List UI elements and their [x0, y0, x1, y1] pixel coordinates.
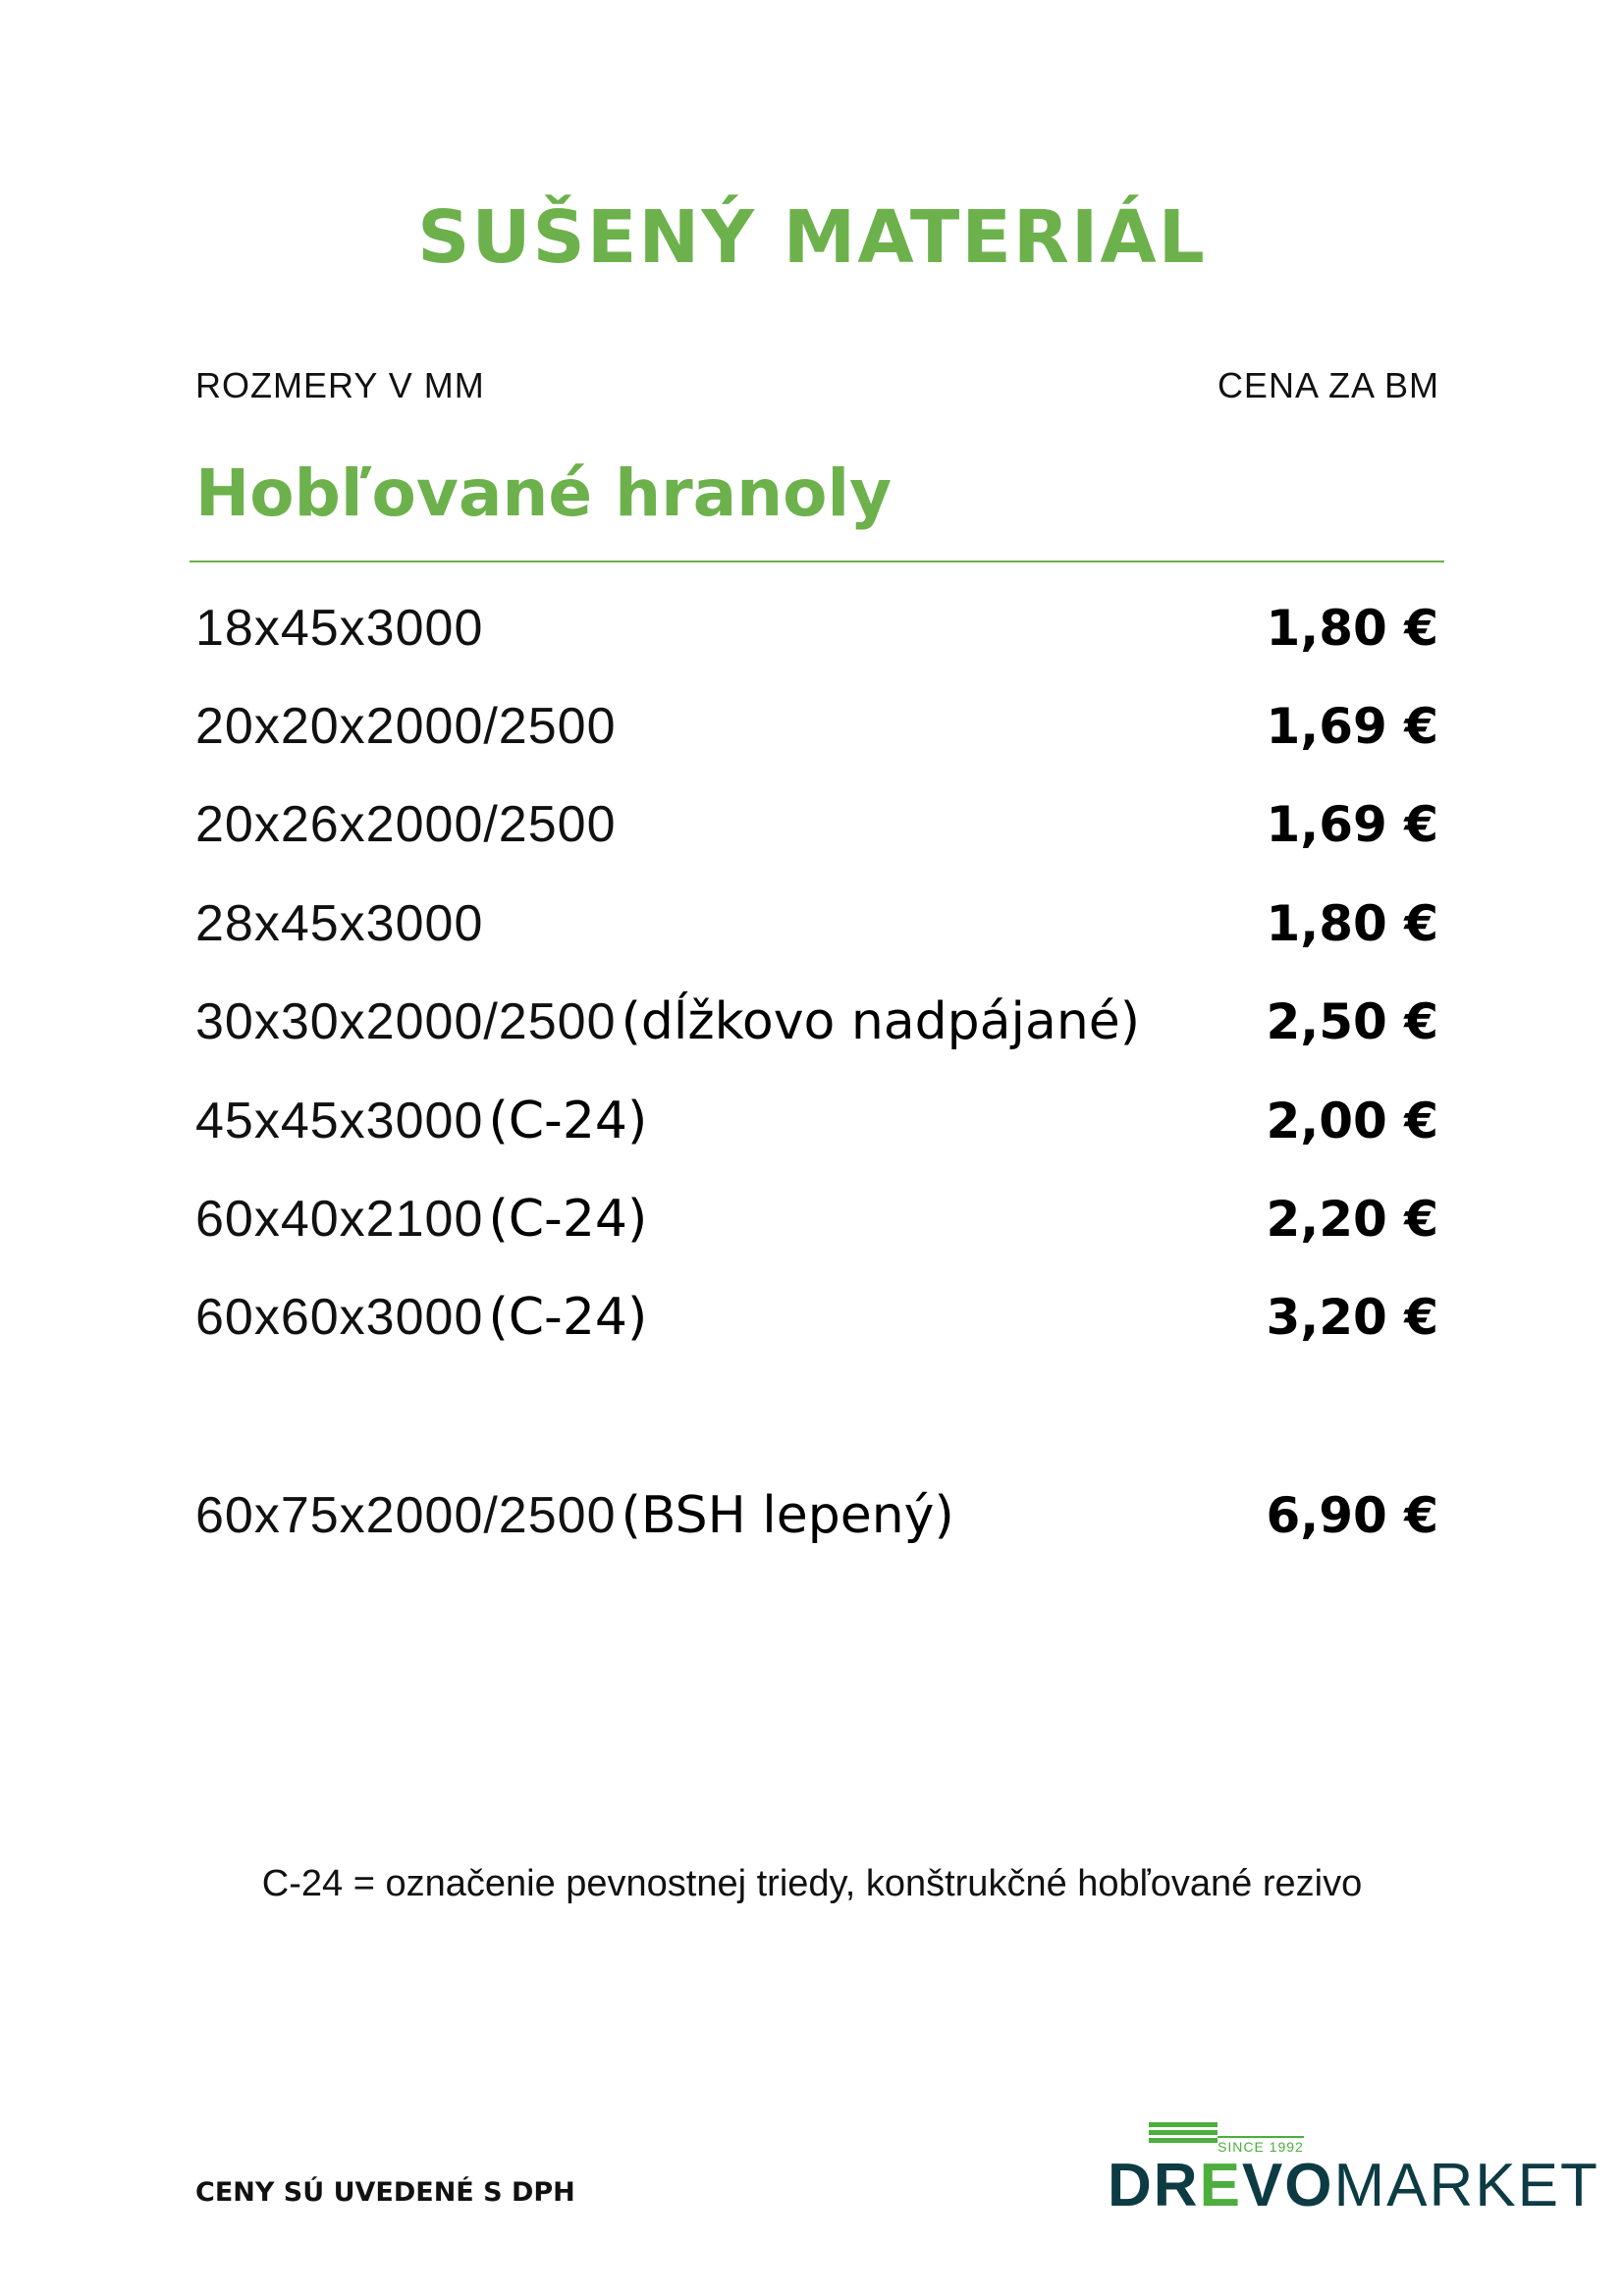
logo-part-market: MARKET	[1333, 2152, 1599, 2219]
row-dimensions: 60x75x2000/2500	[195, 1487, 617, 1544]
logo-wordmark	[1108, 2152, 1599, 2219]
row-price: 2,00 €	[1266, 1093, 1438, 1149]
row-price: 3,20 €	[1266, 1289, 1438, 1346]
row-dimensions-wrap	[195, 599, 483, 658]
row-note: (C-24)	[488, 1092, 648, 1150]
price-row	[195, 988, 1438, 1056]
row-dimensions-wrap	[195, 697, 617, 756]
price-column-header: CENA ZA BM	[1217, 365, 1439, 405]
price-row	[195, 1283, 1438, 1352]
row-note: (C-24)	[488, 1190, 648, 1249]
row-dimensions: 45x45x3000	[195, 1093, 484, 1149]
logo-part-dr: DR	[1108, 2152, 1200, 2219]
row-price: 6,90 €	[1266, 1487, 1438, 1544]
row-dimensions-wrap	[195, 1190, 647, 1249]
section-divider	[189, 561, 1444, 562]
price-row	[195, 1087, 1438, 1155]
price-row	[195, 790, 1438, 859]
price-row	[195, 889, 1438, 958]
logo-part-e: E	[1199, 2152, 1242, 2219]
price-row	[195, 1481, 1438, 1550]
row-dimensions-wrap	[195, 992, 1140, 1051]
row-dimensions: 60x40x2100	[195, 1191, 484, 1248]
row-price: 1,69 €	[1266, 796, 1438, 853]
vat-note: CENY SÚ UVEDENÉ S DPH	[195, 2177, 575, 2208]
row-price: 2,20 €	[1266, 1191, 1438, 1248]
row-dimensions: 28x45x3000	[195, 895, 484, 952]
row-price: 1,69 €	[1266, 698, 1438, 755]
row-dimensions-wrap	[195, 894, 483, 953]
row-dimensions-wrap	[195, 1092, 647, 1150]
row-dimensions: 18x45x3000	[195, 600, 484, 657]
row-note: (dĺžkovo nadpájané)	[621, 992, 1141, 1051]
row-dimensions-wrap	[195, 1288, 647, 1347]
row-price: 2,50 €	[1266, 993, 1438, 1050]
price-row	[195, 1185, 1438, 1254]
row-note: (BSH lepený)	[621, 1486, 954, 1545]
drevomarket-logo	[1108, 2122, 1599, 2220]
dimensions-column-header: ROZMERY V MM	[195, 365, 485, 405]
row-dimensions: 20x20x2000/2500	[195, 698, 617, 755]
price-row	[195, 692, 1438, 761]
row-dimensions-wrap	[195, 795, 617, 854]
row-price: 1,80 €	[1266, 600, 1438, 657]
logo-part-vo: VO	[1241, 2152, 1334, 2219]
price-row	[195, 594, 1438, 663]
row-dimensions: 20x26x2000/2500	[195, 796, 617, 853]
row-note: (C-24)	[488, 1288, 648, 1347]
page-title: SUŠENÝ MATERIÁL	[417, 195, 1207, 280]
row-price: 1,80 €	[1266, 895, 1438, 952]
row-dimensions: 60x60x3000	[195, 1289, 484, 1346]
section-title: Hobľované hranoly	[195, 455, 893, 531]
c24-footnote: C-24 = označenie pevnostnej triedy, konštrukčné hobľované rezivo	[261, 1863, 1363, 1904]
logo-since: SINCE 1992	[1218, 2136, 1304, 2155]
row-dimensions-wrap	[195, 1486, 954, 1545]
row-dimensions: 30x30x2000/2500	[195, 993, 617, 1050]
logo-stripes-icon	[1149, 2122, 1218, 2144]
